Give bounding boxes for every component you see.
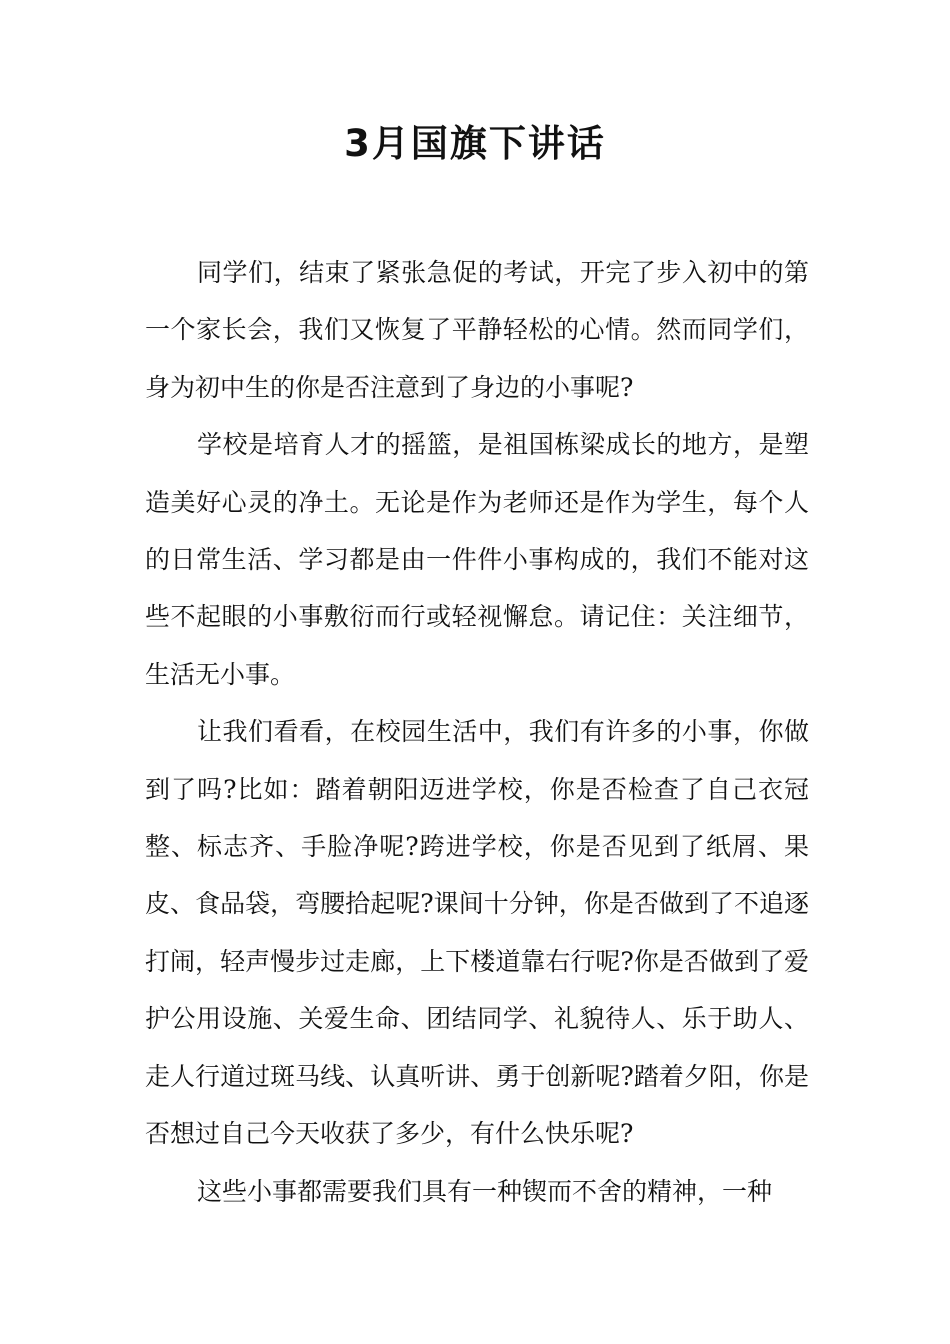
paragraph: 学校是培育人才的摇篮，是祖国栋梁成长的地方，是塑造美好心灵的净土。无论是作为老师还是作为学生，每个人的日常生活、学习都是由一件件小事构成的，我们不能对这些不起眼的小事敷衍而行或轻视懈怠。请记住：关注细节，生活无小事。 — [145, 430, 809, 689]
document-body — [145, 244, 809, 1220]
page-title: 3月国旗下讲话 — [344, 122, 606, 165]
paragraph: 这些小事都需要我们具有一种锲而不舍的精神，一种 — [197, 1176, 773, 1206]
paragraph: 让我们看看，在校园生活中，我们有许多的小事，你做到了吗?比如：踏着朝阳迈进学校，你是否检查了自己衣冠整、标志齐、手脸净呢?跨进学校，你是否见到了纸屑、果皮、食品袋，弯腰拾起呢?课间十分钟，你是否做到了不追逐打闹，轻声慢步过走廊，上下楼道靠右行呢?你是否做到了爱护公用设施、关爱生命、团结同学、礼貌待人、乐于助人、走人行道过斑马线、认真听讲、勇于创新呢?踏着夕阳，你是否想过自己今天收获了多少，有什么快乐呢? — [145, 717, 809, 1149]
paragraph: 同学们，结束了紧张急促的考试，开完了步入初中的第一个家长会，我们又恢复了平静轻松的心情。然而同学们，身为初中生的你是否注意到了身边的小事呢? — [145, 258, 809, 402]
